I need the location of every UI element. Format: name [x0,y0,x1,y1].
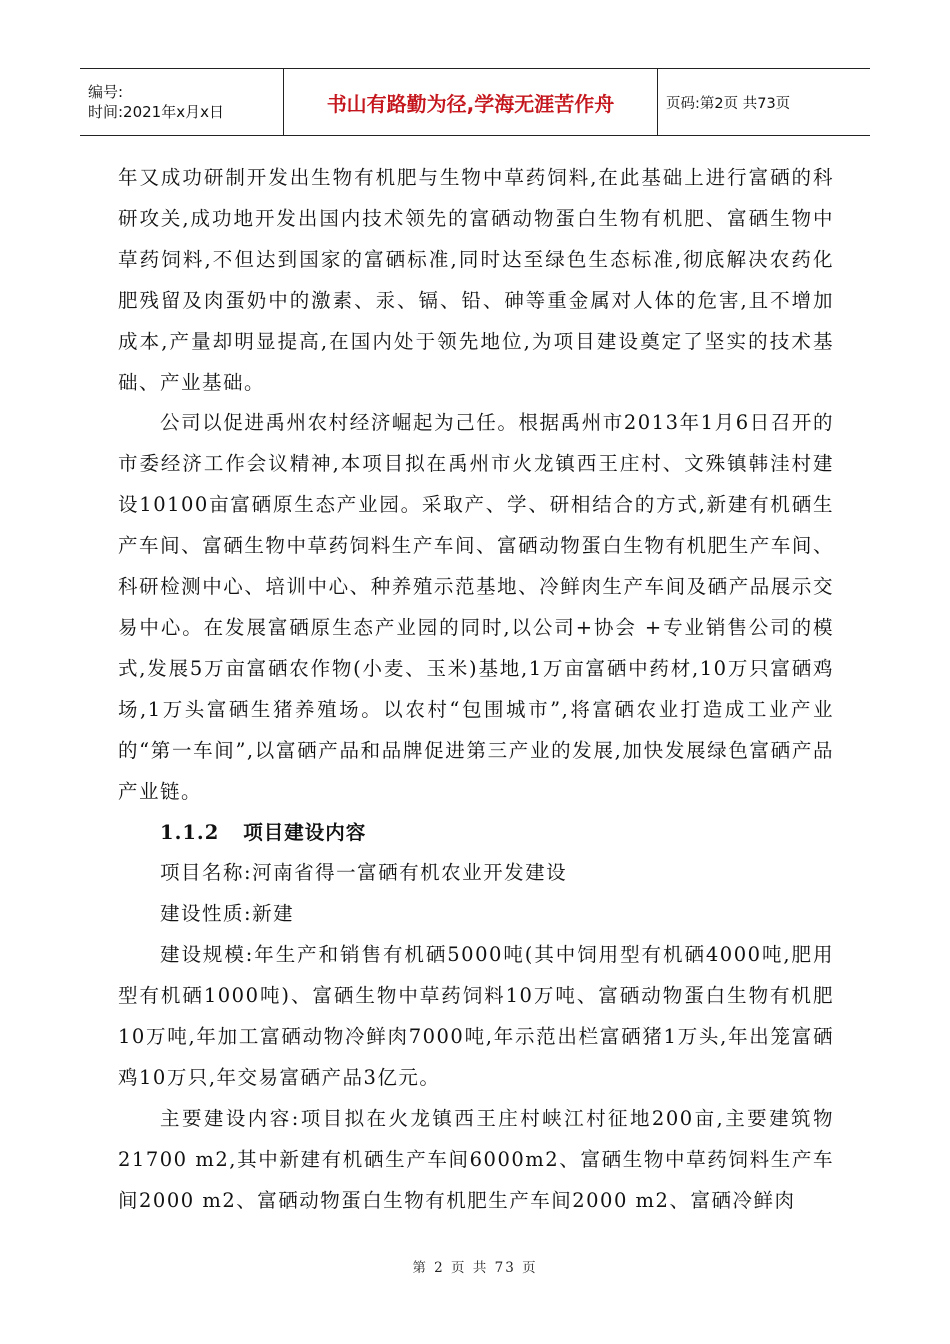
page-footer: 第 2 页 共 73 页 [412,1260,538,1276]
section-title: 项目建设内容 [243,820,367,844]
document-body [118,158,834,1222]
project-scale: 建设规模:年生产和销售有机硒5000吨(其中饲用型有机硒4000吨,肥用型有机硒1000吨)、富硒生物中草药饲料10万吨、富硒动物蛋白生物有机肥10万吨,年加工富硒动物冷鲜肉7000吨,年示范出栏富硒猪1万头,年出笼富硒鸡10万只,年交易富硒产品3亿元。 [118,943,834,1089]
project-nature: 建设性质:新建 [160,902,295,926]
header-motto: 书山有路勤为径,学海无涯苦作舟 [284,69,658,135]
section-heading [118,813,834,854]
section-number: 1.1.2 [160,820,220,844]
paragraph-company: 公司以促进禹州农村经济崛起为己任。根据禹州市2013年1月6日召开的市委经济工作会议精神,本项目拟在禹州市火龙镇西王庄村、文殊镇韩洼村建设10100亩富硒原生态产业园。采取产、学、研相结合的方式,新建有机硒生产车间、富硒生物中草药饲料生产车间、富硒动物蛋白生物有机肥生产车间、科研检测中心、培训中心、种养殖示范基地、冷鲜肉生产车间及硒产品展示交易中心。在发展富硒原生态产业园的同时,以公司+协会 +专业销售公司的模式,发展5万亩富硒农作物(小麦、玉米)基地,1万亩富硒中药材,10万只富硒鸡场,1万头富硒生猪养殖场。以农村“包围城市”,将富硒农业打造成工业产业的“第一车间”,以富硒产品和品牌促进第三产业的发展,加快发展绿色富硒产品产业链。 [118,411,834,803]
document-date-label: 时间:2021年x月x日 [88,103,224,121]
project-name: 项目名称:河南省得一富硒有机农业开发建设 [160,861,568,885]
page-header [80,68,870,136]
paragraph-continued: 年又成功研制开发出生物有机肥与生物中草药饲料,在此基础上进行富硒的科研攻关,成功地开发出国内技术领先的富硒动物蛋白生物有机肥、富硒生物中草药饲料,不但达到国家的富硒标准,同时达至绿色生态标准,彻底解决农药化肥残留及肉蛋奶中的激素、汞、镉、铅、砷等重金属对人体的危害,且不增加成本,产量却明显提高,在国内处于领先地位,为项目建设奠定了坚实的技术基础、产业基础。 [118,166,834,394]
document-code-label: 编号: [88,83,124,101]
header-meta [80,69,284,135]
main-construction-content: 主要建设内容:项目拟在火龙镇西王庄村峡江村征地200亩,主要建筑物21700 m2,其中新建有机硒生产车间6000m2、富硒生物中草药饲料生产车间2000 m2、富硒动物蛋白生物有机肥生产车间2000 m2、富硒冷鲜肉 [118,1106,834,1212]
header-page-info: 页码:第2页 共73页 [666,95,791,112]
